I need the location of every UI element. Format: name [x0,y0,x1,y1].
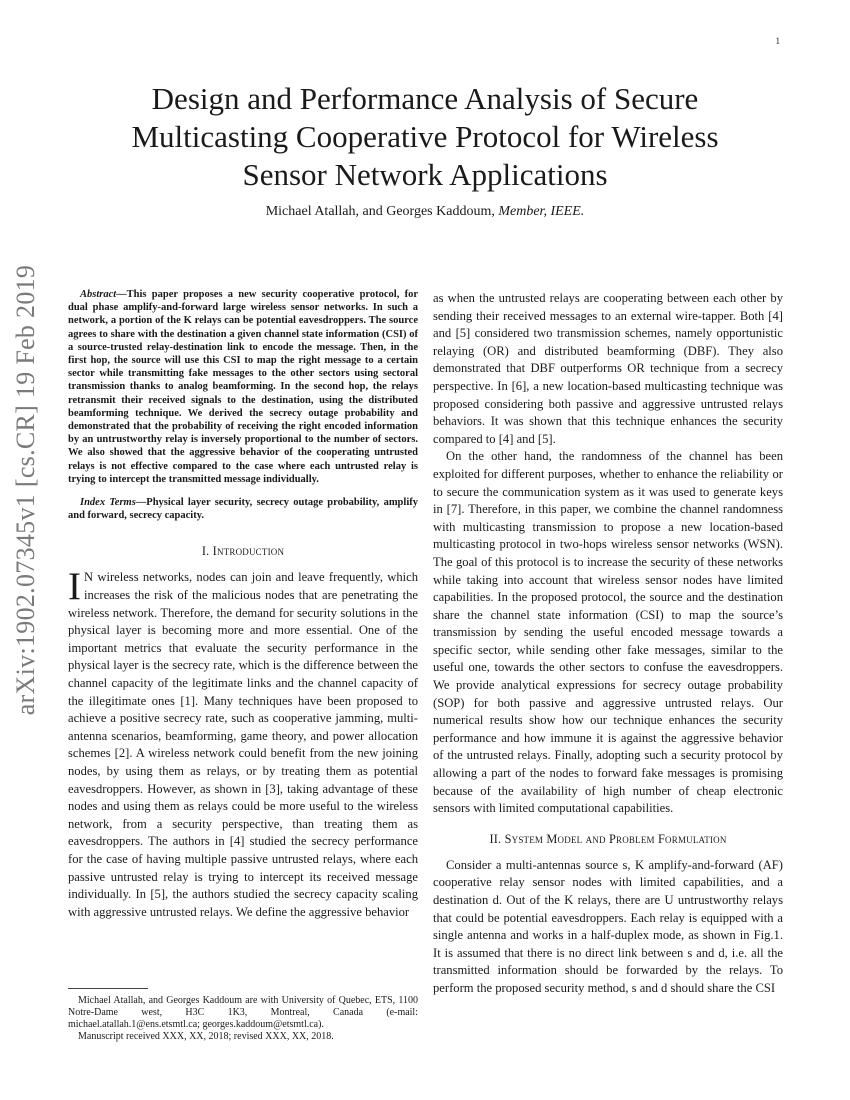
footnote-manuscript: Manuscript received XXX, XX, 2018; revised XXX, XX, 2018. [78,1031,334,1042]
paper-title: Design and Performance Analysis of Secure Multicasting Cooperative Protocol for Wireless Sensor Network Applications [131,81,719,192]
arxiv-stamp-text: arXiv:1902.07345v1 [cs.CR] 19 Feb 2019 [11,264,40,716]
page-number: 1 [775,36,780,46]
abstract-label: Abstract [80,289,117,300]
section-title: System Model and Problem Formulation [504,831,727,846]
section-number: II. [489,831,505,846]
abstract [68,288,418,486]
section-heading-system-model [433,832,783,847]
intro-paragraph-1 [68,565,418,921]
author-names: Michael Atallah, and Georges Kaddoum, [265,204,499,219]
section-heading-introduction [68,544,418,559]
index-terms-label: Index Terms [80,497,136,509]
footnote-divider [68,988,148,989]
intro-paragraph-1-text: N wireless networks, nodes can join and leave frequently, which increases the risk of the malicious nodes that are penetrating the wireless network. Therefore, the demand for security solutions in the physical layer is becoming more and more essential. One of the important metrics that evaluate the security performance in the physical layer is the secrecy rate, which is the difference between the channel capacity of the legitimate links and the channel capacity of the illegitimate ones [1]. Many techniques have been proposed to achieve a positive secrecy rate, such as cooperative jamming, multi-antenna scenarios, beamforming, game theory, and power allocation schemes [2]. A wireless network could benefit from the new joining nodes, by using them as relays, or by treating them as potential eavesdroppers. However, as shown in [3], taking advantage of these nodes and using them as relays could be more useful to the wireless network, from a security perspective, than treating them as eavesdroppers. The authors in [4] studied the secrecy performance for the case of having multiple passive untrusted relays, where each passive untrusted relay is trying to intercept its received message individually. In [5], the authors studied the secrecy capacity scaling with aggressive untrusted relays. We define the aggressive behavior [68,570,418,919]
drop-cap: I [68,565,81,609]
footnote-affiliation: Michael Atallah, and Georges Kaddoum are with University of Quebec, ETS, 1100 Notre-Dame west, H3C 1K3, Montreal, Canada (e-mail: michael.atallah.1@ens.etsmtl.ca; georges.kaddoum@etsmtl.ca). [68,995,418,1030]
arxiv-stamp [6,264,46,716]
intro-paragraph-2: On the other hand, the randomness of the channel has been exploited for different purposes, whether to enhance the reliability or to secure the communication system as it was used to generate keys in [7]. Therefore, in this paper, we combine the channel randomness with multicasting transmission to propose a new location-based multicasting protocol in two-hops wireless sensor networks (WSN). The goal of this protocol is to increase the security of these networks while taking into account that wireless sensor nodes have limited capabilities. In the proposed protocol, the source and the destination share the channel state information (CSI) to map the source’s transmission by sending the useful encoded message towards a specific sector, while sending other fake messages, similar to the useful one, towards the other sectors to confuse the eavesdroppers. We provide analytical expressions for secrecy outage probability (SOP) for both passive and aggressive untrusted relays. Our numerical results show how our technique enhances the security performance and how immune it is against the aggressive behavior of the untrusted relays. Finally, adopting such a security protocol by allowing a part of the nodes to forward fake messages is promising because of the availability of high number of cheap electronic sensors with limited computational capabilities. [433,449,783,816]
abstract-text: —This paper proposes a new security cooperative protocol, for dual phase amplify-and-forward large wireless sensor networks. In such a network, a portion of the K relays can be potential eavesdroppers. The source agrees to share with the destination a given channel state information (CSI) of a source-trusted relay-destination link to encode the message. Then, in the first hop, the source will use this CSI to map the right message to a certain sector while transmitting fake messages to the other sectors using sectoral transmission thanks to analog beamforming. In the second hop, the relays retransmit their received signals to the destination, using the distributed beamforming technique. We derived the secrecy outage probability and demonstrated that the probability of receiving the right encoded information by an untrustworthy relay is inversely proportional to the number of sectors. We also showed that the aggressive behavior of the cooperating untrusted relays is not effective compared to the case where each untrusted relay is trying to intercept the transmitted message individually. [68,289,418,485]
footnote-block [68,988,418,1043]
intro-paragraph-1-continued: as when the untrusted relays are cooperating between each other by sending their received messages to an external wire-tapper. Both [4] and [5] considered two transmission schemes, namely opportunistic relaying (OR) and distributed beamforming (DBF). They also demonstrated that DBF outperforms OR technique from a secrecy perspective. In [6], a new location-based multicasting technique was proposed considering both passive and aggressive untrusted relays behaviors. It was shown that this technique enhances the security compared to [4] and [5]. [433,291,783,446]
index-terms-text: —Physical layer security, secrecy outage probability, amplify and forward, secrecy capacity. [68,497,418,522]
author-line [95,204,755,220]
system-model-paragraph-1: Consider a multi-antennas source s, K amplify-and-forward (AF) cooperative relay sensor nodes with limited capabilities, and a destination d. Out of the K relays, there are U untrustworthy relays that could be potential eavesdroppers. Each relay is equipped with a single antenna and works in a half-duplex mode, as shown in Fig.1. It is assumed that there is no direct link between s and d, i.e. all the transmitted information should be forwarded by the relays. To perform the proposed security method, s and d should share the CSI [433,857,783,995]
left-column [68,288,418,921]
section-number: I. [201,544,213,559]
section-title: Introduction [212,544,285,559]
index-terms [68,496,418,522]
right-column [433,290,783,998]
author-membership: Member, IEEE. [498,204,585,219]
